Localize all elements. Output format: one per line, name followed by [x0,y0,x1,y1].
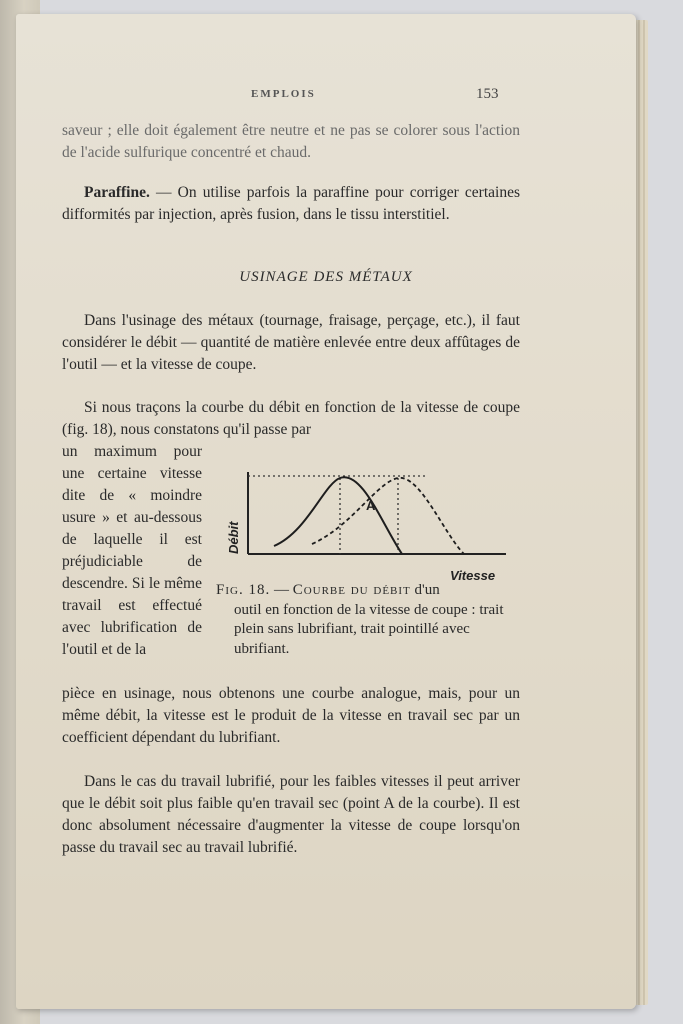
y-axis-label: Débit [226,521,241,554]
paragraph-text: un maximum pour une certaine vitesse dite de « moindre usure » et au-dessous de laquelle il est préjudiciable de descendre. Si le même travail est effectué avec lubrification de l'outil et de la [62,443,202,658]
caption-dash: — [270,582,293,598]
book-page [16,14,636,1009]
caption-title: Courbe du débit [292,582,411,598]
paragraph-text: Si nous traçons la courbe du débit en fonction de la vitesse de coupe (fig. 18), nous constatons qu'il passe par [62,399,520,438]
x-axis-label: Vitesse [450,568,496,583]
paragraph-text: Dans le cas du travail lubrifié, pour les faibles vitesses il peut arriver que le débit soit plus faible qu'en travail sec (point A de la courbe). Il est donc absolument nécessaire d'augmenter la vitesse de coupe lorsqu'on passe du travail sec au travail lubrifié. [62,773,520,856]
paragraph-float-column [62,441,202,661]
point-a-label: A [366,498,376,513]
paragraph-text: saveur ; elle doit également être neutre et ne pas se colorer sous l'action de l'acide sulfurique concentré et chaud. [62,122,520,161]
paragraph-text: — On utilise parfois la paraffine pour corriger certaines difformités par injection, après fusion, dans le tissu interstitiel. [62,184,520,223]
paragraph-text: pièce en usinage, nous obtenons une courbe analogue, mais, pour un même débit, la vitesse est le produit de la vitesse en travail sec par un coefficient dépendant du lubrifiant. [62,685,520,746]
paragraph-saveur [62,120,520,164]
lubricated-curve [312,478,464,554]
caption-label: Fig. 18. [216,582,271,598]
caption-line1-end: d'un [410,582,440,598]
paragraph-text: Dans l'usinage des métaux (tournage, fraisage, perçage, etc.), il faut considérer le débit — quantité de matière enlevée entre deux affûtages de l'outil — et la vitesse de coupe. [62,312,520,373]
paragraph-courbe-rest [62,683,520,749]
dry-curve [274,477,402,554]
paragraph-lubrifie [62,771,520,859]
page-number: 153 [476,86,499,102]
page-header [16,86,636,110]
paragraph-courbe-intro [62,397,520,441]
term-paraffine: Paraffine. [84,184,150,201]
paragraph-usinage [62,310,520,376]
figure-caption [216,581,521,659]
paragraph-paraffine [62,182,520,226]
caption-body: outil en fonction de la vitesse de coupe : trait plein sans lubrifiant, trait pointillé avec ubrifiant. [234,601,504,657]
running-head: EMPLOIS [251,88,316,100]
section-heading: USINAGE DES MÉTAUX [239,269,413,285]
